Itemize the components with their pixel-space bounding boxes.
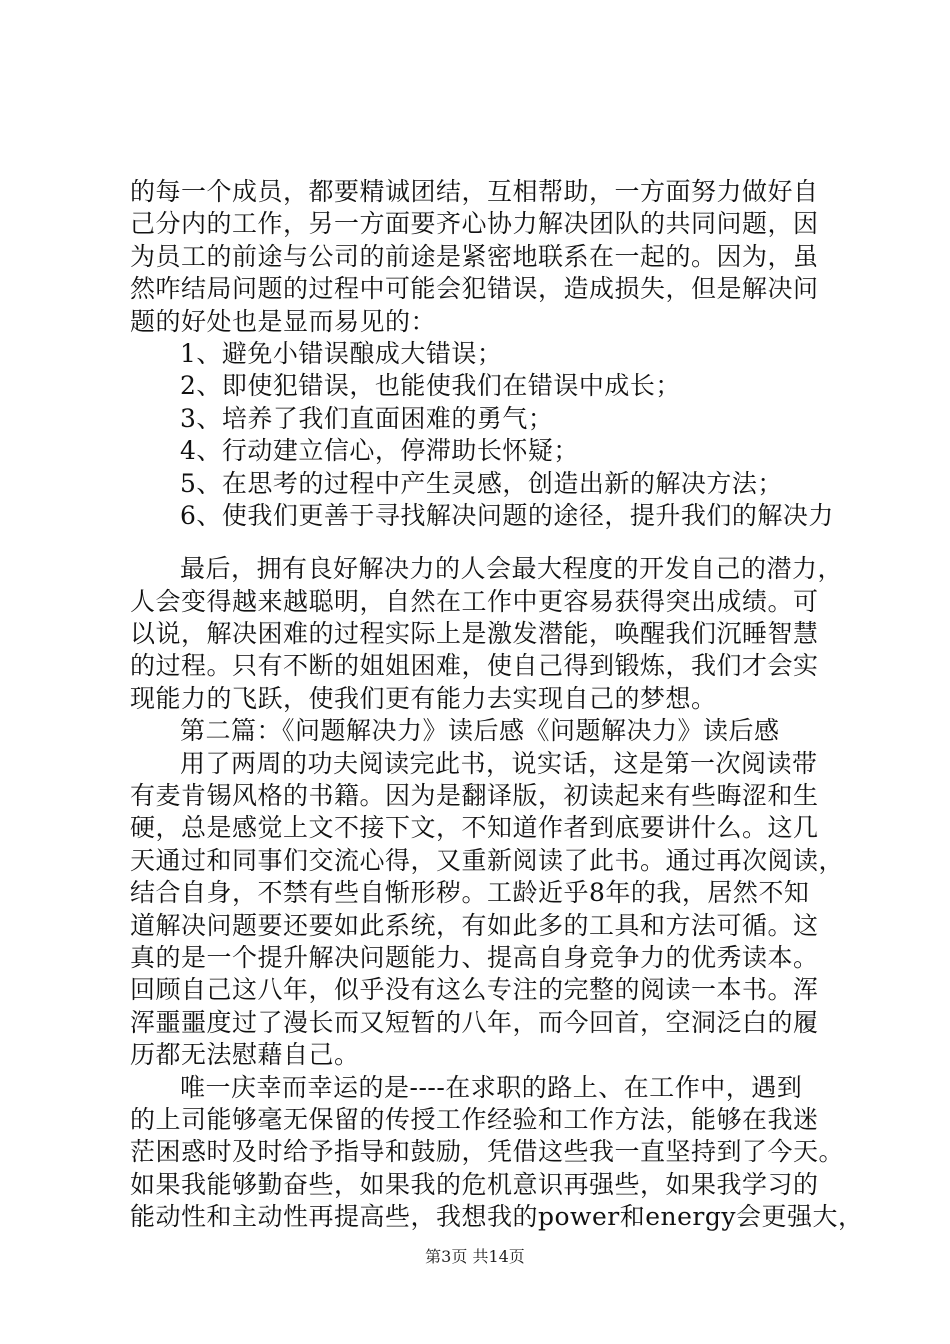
- list-item: 3、培养了我们直面困难的勇气；: [180, 403, 554, 433]
- text-line: 己分内的工作，另一方面要齐心协力解决团队的共同问题，因: [130, 209, 819, 239]
- text-line: 结合自身，不禁有些自惭形秽。工龄近乎8年的我，居然不知: [130, 878, 810, 908]
- text-line: 的上司能够毫无保留的传授工作经验和工作方法，能够在我迷: [130, 1104, 819, 1134]
- body-text: [130, 176, 864, 1234]
- text-line: 真的是一个提升解决问题能力、提高自身竞争力的优秀读本。: [130, 942, 819, 972]
- text-line: 有麦肯锡风格的书籍。因为是翻译版，初读起来有些晦涩和生: [130, 781, 819, 811]
- text-line: 如果我能够勤奋些，如果我的危机意识再强些，如果我学习的: [130, 1169, 819, 1199]
- list-item: 5、在思考的过程中产生灵感，创造出新的解决方法；: [180, 468, 783, 498]
- text-line: 以说，解决困难的过程实际上是激发潜能，唤醒我们沉睡智慧: [130, 619, 819, 649]
- text-line: 人会变得越来越聪明，自然在工作中更容易获得突出成绩。可: [130, 586, 819, 616]
- text-line: 现能力的飞跃，使我们更有能力去实现自己的梦想。: [130, 683, 717, 713]
- text-line: 题的好处也是显而易见的：: [130, 306, 437, 336]
- text-line: 用了两周的功夫阅读完此书，说实话，这是第一次阅读带: [180, 748, 818, 778]
- list-item: 6、使我们更善于寻找解决问题的途径，提升我们的解决力: [180, 500, 834, 530]
- text-line: 浑噩噩度过了漫长而又短暂的八年，而今回首，空洞泛白的履: [130, 1007, 819, 1037]
- text-line: 最后，拥有良好解决力的人会最大程度的开发自己的潜力，: [180, 554, 844, 584]
- text-line: 的每一个成员，都要精诚团结，互相帮助，一方面努力做好自: [130, 177, 819, 206]
- text-line: 回顾自己这八年，似乎没有这么专注的完整的阅读一本书。浑: [130, 975, 819, 1005]
- text-line: 历都无法慰藉自己。: [130, 1040, 360, 1070]
- paragraph-gap: [130, 532, 830, 553]
- text-line: 硬，总是感觉上文不接下文，不知道作者到底要讲什么。这几: [130, 813, 819, 843]
- text-line: 为员工的前途与公司的前途是紧密地联系在一起的。因为，虽: [130, 241, 819, 271]
- list-item: 2、即使犯错误，也能使我们在错误中成长；: [180, 371, 681, 401]
- text-line: 唯一庆幸而幸运的是----在求职的路上、在工作中，遇到: [180, 1072, 803, 1102]
- list-item: 1、避免小错误酿成大错误；: [180, 338, 503, 368]
- text-line: 的过程。只有不断的姐姐困难，使自己得到锻炼，我们才会实: [130, 651, 819, 681]
- section-title: 第二篇：《问题解决力》读后感《问题解决力》读后感: [180, 716, 780, 746]
- list-item: 4、行动建立信心，停滞助长怀疑；: [180, 436, 579, 466]
- text-line: 然咋结局问题的过程中可能会犯错误，造成损失，但是解决问: [130, 274, 819, 304]
- text-line: 茫困惑时及时给予指导和鼓励，凭借这些我一直坚持到了今天。: [130, 1137, 845, 1167]
- page-number-footer: 第3页 共14页: [425, 1247, 525, 1266]
- text-line: 道解决问题要还要如此系统，有如此多的工具和方法可循。这: [130, 910, 819, 940]
- text-line: 天通过和同事们交流心得，又重新阅读了此书。通过再次阅读，: [130, 845, 845, 875]
- text-line: 能动性和主动性再提高些，我想我的power和energy会更强大，: [130, 1202, 864, 1232]
